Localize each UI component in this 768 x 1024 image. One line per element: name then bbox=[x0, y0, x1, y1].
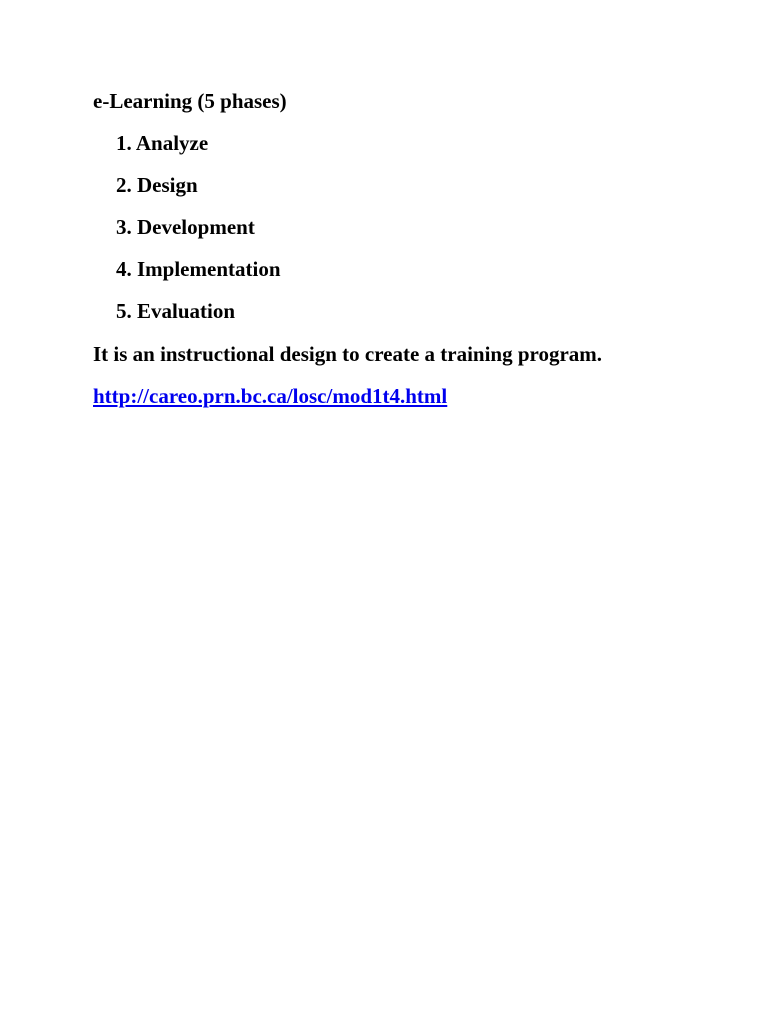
phase-label: Design bbox=[137, 173, 198, 197]
phase-item bbox=[116, 173, 198, 197]
phase-item bbox=[116, 215, 255, 239]
reference-link[interactable]: http://careo.prn.bc.ca/losc/mod1t4.html bbox=[93, 384, 448, 408]
description-text: It is an instructional design to create a training program. bbox=[93, 342, 603, 366]
phase-number: 2. bbox=[116, 173, 132, 197]
phase-number: 5. bbox=[116, 299, 132, 323]
phase-label: Implementation bbox=[137, 257, 281, 281]
phase-item bbox=[116, 131, 208, 155]
phase-label: Evaluation bbox=[137, 299, 236, 323]
phase-label: Analyze bbox=[135, 131, 209, 155]
phase-number: 4. bbox=[116, 257, 132, 281]
phase-number: 3. bbox=[116, 215, 132, 239]
phase-item bbox=[116, 257, 281, 281]
phase-item bbox=[116, 299, 235, 323]
phase-label: Development bbox=[137, 215, 255, 239]
document-title: e-Learning (5 phases) bbox=[93, 89, 287, 113]
phase-number: 1. bbox=[116, 131, 132, 155]
